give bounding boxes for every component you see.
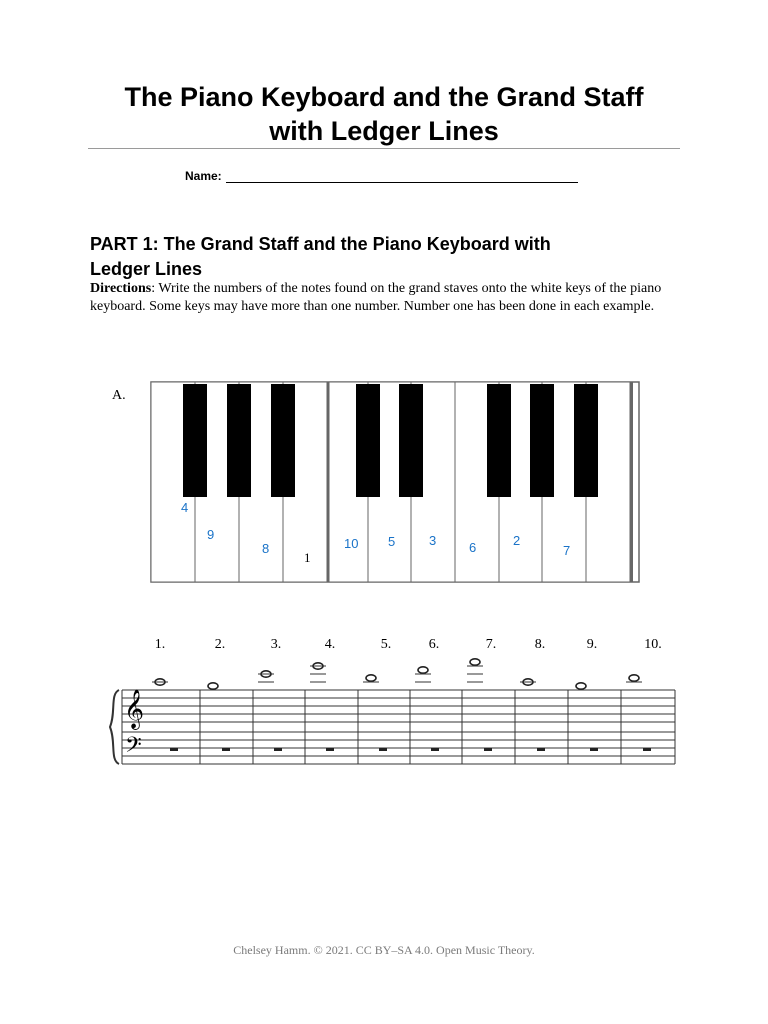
black-key[interactable] <box>487 384 511 497</box>
note-number: 10. <box>644 637 662 652</box>
note-number: 5. <box>380 637 392 652</box>
brace <box>110 690 119 764</box>
directions-text: : Write the numbers of the notes found on the grand staves onto the white keys of the piano keyboard. Some keys may have more than one number. Number one has been done in each example. <box>90 281 662 314</box>
black-key[interactable] <box>183 384 207 497</box>
key-label-3: 3 <box>429 533 437 548</box>
directions-paragraph <box>90 280 690 316</box>
black-key[interactable] <box>530 384 554 497</box>
title-divider <box>88 148 680 149</box>
key-label-9: 9 <box>207 527 215 542</box>
title-line-1: The Piano Keyboard and the Grand Staff <box>124 82 644 112</box>
whole-notes <box>155 659 639 689</box>
name-field <box>185 168 578 183</box>
black-key[interactable] <box>399 384 423 497</box>
note-number: 8. <box>534 637 546 652</box>
treble-staff-lines <box>122 690 675 722</box>
key-label-10: 10 <box>344 536 359 551</box>
note-number: 1. <box>154 637 166 652</box>
note-number: 4. <box>324 637 336 652</box>
note-number: 7. <box>485 637 497 652</box>
note-number: 2. <box>214 637 226 652</box>
directions-label: Directions <box>90 281 152 296</box>
black-key[interactable] <box>356 384 380 497</box>
key-label-7: 7 <box>563 543 571 558</box>
example-a-label: A. <box>112 388 126 403</box>
name-label: Name: <box>185 169 222 183</box>
footer-credit: Chelsey Hamm. © 2021. CC BY–SA 4.0. Open Music Theory. <box>233 943 535 957</box>
key-label-8: 8 <box>262 541 270 556</box>
note-number: 3. <box>270 637 282 652</box>
part1-heading-line-2: Ledger Lines <box>90 259 203 279</box>
name-blank-line[interactable] <box>226 168 578 183</box>
note-number: 6. <box>428 637 440 652</box>
key-label-1: 1 <box>304 550 311 565</box>
page-title <box>0 80 768 148</box>
key-label-2: 2 <box>513 533 521 548</box>
black-key[interactable] <box>574 384 598 497</box>
part1-heading-line-1: PART 1: The Grand Staff and the Piano Keyboard with <box>90 234 551 254</box>
key-label-4: 4 <box>181 500 189 515</box>
grand-staff <box>100 652 690 776</box>
white-keys <box>151 382 633 582</box>
piano-keyboard <box>150 380 642 586</box>
title-line-2: with Ledger Lines <box>269 116 499 146</box>
key-label-6: 6 <box>469 540 477 555</box>
black-key[interactable] <box>227 384 251 497</box>
part1-heading <box>90 232 650 282</box>
key-label-5: 5 <box>388 534 396 549</box>
note-number: 9. <box>586 637 598 652</box>
black-key[interactable] <box>271 384 295 497</box>
bass-clef-icon: 𝄢 <box>125 733 142 763</box>
keyboard-end-edge <box>630 382 633 582</box>
ledger-lines <box>152 666 642 682</box>
treble-clef-icon: 𝄞 <box>124 689 145 729</box>
measure-barlines <box>200 690 675 764</box>
